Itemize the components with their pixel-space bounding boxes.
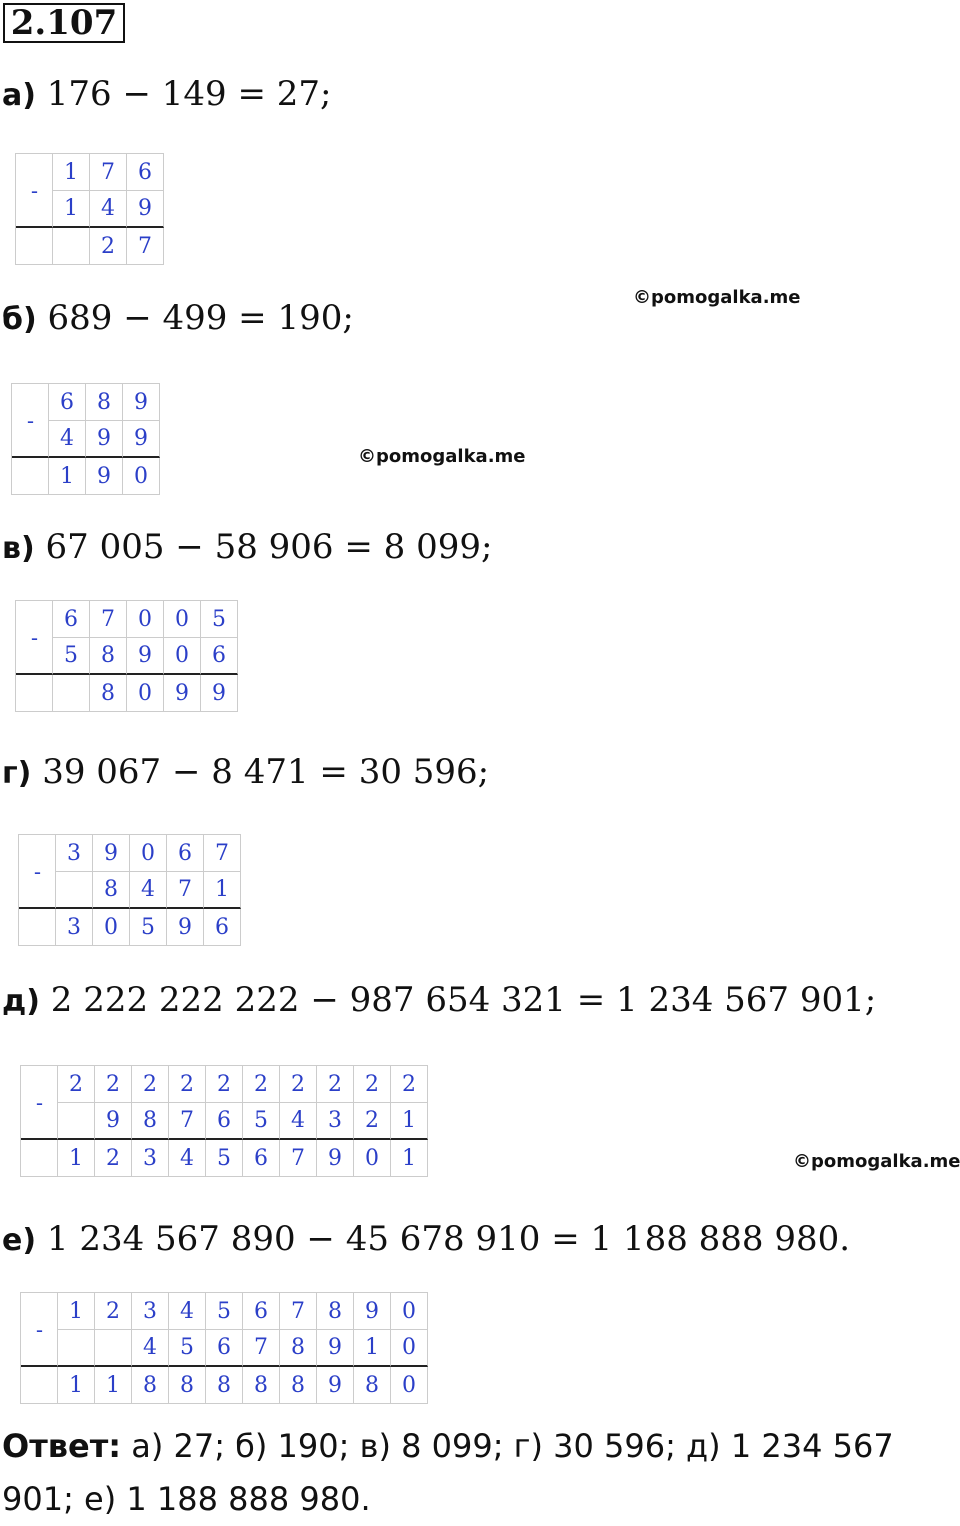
digit-cell: 0 xyxy=(354,1140,391,1177)
expression: 176 − 149 = 27; xyxy=(46,74,332,114)
minus-sign: - xyxy=(35,1091,44,1115)
digit-cell: 7 xyxy=(90,601,127,638)
equation-v xyxy=(2,527,492,569)
digit-cell: 4 xyxy=(130,872,167,909)
digit-cell: 9 xyxy=(86,421,123,458)
digit-cell: 2 xyxy=(280,1066,317,1103)
digit-cell: 6 xyxy=(127,154,164,191)
digit-cell: 7 xyxy=(280,1293,317,1330)
equation-b xyxy=(2,298,354,340)
sign-cell xyxy=(12,458,49,495)
digit-cell: 0 xyxy=(391,1367,428,1404)
problem-number: 2.107 xyxy=(3,3,125,43)
digit-cell: 7 xyxy=(90,154,127,191)
watermark: ©pomogalka.me xyxy=(358,446,526,467)
digit-cell: 1 xyxy=(53,191,90,228)
digit-cell: 1 xyxy=(53,154,90,191)
digit-cell: 9 xyxy=(317,1367,354,1404)
digit-cell: 0 xyxy=(164,638,201,675)
watermark: ©pomogalka.me xyxy=(633,287,801,308)
equation-d xyxy=(2,980,876,1022)
digit-cell: 8 xyxy=(90,675,127,712)
digit-cell: 9 xyxy=(167,909,204,946)
digit-cell: 5 xyxy=(206,1293,243,1330)
item-label: а) xyxy=(2,78,36,113)
digit-cell: 2 xyxy=(391,1066,428,1103)
digit-grid xyxy=(20,1292,428,1404)
column-subtraction-d xyxy=(20,1065,428,1177)
item-label: б) xyxy=(2,302,37,337)
digit-cell: 9 xyxy=(354,1293,391,1330)
minus-sign: - xyxy=(30,626,39,650)
digit-cell: 5 xyxy=(130,909,167,946)
digit-cell: 4 xyxy=(49,421,86,458)
digit-cell: 0 xyxy=(127,675,164,712)
digit-cell: 6 xyxy=(243,1293,280,1330)
digit-cell: 4 xyxy=(169,1293,206,1330)
digit-cell: 0 xyxy=(130,835,167,872)
digit-cell: 1 xyxy=(391,1140,428,1177)
digit-cell: 3 xyxy=(317,1103,354,1140)
digit-cell: 0 xyxy=(127,601,164,638)
minus-sign: - xyxy=(26,409,35,433)
digit-cell: 0 xyxy=(93,909,130,946)
digit-cell: 9 xyxy=(86,458,123,495)
minus-sign: - xyxy=(30,179,39,203)
digit-cell: 8 xyxy=(86,384,123,421)
item-label: д) xyxy=(2,984,40,1019)
expression: 67 005 − 58 906 = 8 099; xyxy=(45,527,493,567)
digit-cell: 0 xyxy=(391,1330,428,1367)
digit-cell: 2 xyxy=(95,1293,132,1330)
digit-grid xyxy=(11,383,160,495)
answer-text: а) 27; б) 190; в) 8 099; г) 30 596; д) 1 234 567 901; е) 1 188 888 980. xyxy=(2,1427,894,1518)
digit-cell: 2 xyxy=(317,1066,354,1103)
digit-cell: 2 xyxy=(95,1140,132,1177)
expression: 2 222 222 222 − 987 654 321 = 1 234 567 901; xyxy=(50,980,877,1020)
digit-cell: 9 xyxy=(164,675,201,712)
digit-cell: 1 xyxy=(58,1367,95,1404)
minus-sign: - xyxy=(33,860,42,884)
expression: 689 − 499 = 190; xyxy=(47,298,354,338)
digit-cell: 1 xyxy=(391,1103,428,1140)
digit-cell: 9 xyxy=(317,1330,354,1367)
digit-grid xyxy=(18,834,241,946)
digit-grid xyxy=(15,600,238,712)
expression: 1 234 567 890 − 45 678 910 = 1 188 888 980. xyxy=(46,1219,851,1259)
digit-cell: 3 xyxy=(132,1140,169,1177)
digit-cell: 8 xyxy=(280,1330,317,1367)
digit-cell: 9 xyxy=(127,638,164,675)
digit-cell: 3 xyxy=(56,835,93,872)
digit-cell xyxy=(95,1330,132,1367)
digit-grid xyxy=(20,1065,428,1177)
digit-cell: 7 xyxy=(280,1140,317,1177)
digit-cell xyxy=(58,1330,95,1367)
digit-cell xyxy=(53,675,90,712)
digit-cell: 2 xyxy=(132,1066,169,1103)
digit-cell: 6 xyxy=(49,384,86,421)
digit-cell: 7 xyxy=(204,835,241,872)
digit-cell: 8 xyxy=(206,1367,243,1404)
digit-cell: 5 xyxy=(206,1140,243,1177)
digit-cell: 8 xyxy=(132,1103,169,1140)
digit-cell: 9 xyxy=(123,421,160,458)
digit-cell: 8 xyxy=(317,1293,354,1330)
answer-block xyxy=(2,1420,958,1526)
watermark: ©pomogalka.me xyxy=(793,1151,960,1172)
item-label: е) xyxy=(2,1223,37,1258)
sign-cell xyxy=(16,675,53,712)
digit-cell: 2 xyxy=(58,1066,95,1103)
equation-e xyxy=(2,1219,850,1261)
expression: 39 067 − 8 471 = 30 596; xyxy=(42,752,490,792)
digit-cell: 8 xyxy=(90,638,127,675)
sign-cell xyxy=(16,228,53,265)
digit-cell: 4 xyxy=(132,1330,169,1367)
digit-cell: 2 xyxy=(354,1103,391,1140)
digit-cell: 6 xyxy=(201,638,238,675)
digit-cell: 8 xyxy=(280,1367,317,1404)
digit-cell: 6 xyxy=(206,1103,243,1140)
digit-cell: 7 xyxy=(169,1103,206,1140)
digit-cell xyxy=(56,872,93,909)
digit-cell: 1 xyxy=(204,872,241,909)
equation-a xyxy=(2,74,332,116)
sign-cell xyxy=(19,909,56,946)
digit-cell: 7 xyxy=(127,228,164,265)
digit-cell: 3 xyxy=(56,909,93,946)
item-label: в) xyxy=(2,531,35,566)
digit-cell: 1 xyxy=(95,1367,132,1404)
column-subtraction-b xyxy=(11,383,160,495)
digit-cell: 2 xyxy=(90,228,127,265)
answer-label: Ответ: xyxy=(2,1427,122,1465)
digit-cell: 7 xyxy=(243,1330,280,1367)
digit-cell: 8 xyxy=(243,1367,280,1404)
digit-cell: 3 xyxy=(132,1293,169,1330)
digit-cell: 8 xyxy=(169,1367,206,1404)
digit-cell: 1 xyxy=(58,1140,95,1177)
digit-cell: 5 xyxy=(243,1103,280,1140)
sign-cell xyxy=(21,1140,58,1177)
digit-cell: 5 xyxy=(53,638,90,675)
digit-cell: 0 xyxy=(123,458,160,495)
digit-cell: 0 xyxy=(164,601,201,638)
digit-cell: 6 xyxy=(53,601,90,638)
digit-cell: 4 xyxy=(169,1140,206,1177)
digit-cell: 2 xyxy=(206,1066,243,1103)
digit-cell: 1 xyxy=(58,1293,95,1330)
digit-cell: 9 xyxy=(317,1140,354,1177)
digit-cell: 2 xyxy=(169,1066,206,1103)
digit-grid xyxy=(15,153,164,265)
digit-cell: 9 xyxy=(127,191,164,228)
digit-cell: 5 xyxy=(201,601,238,638)
column-subtraction-g xyxy=(18,834,241,946)
digit-cell: 6 xyxy=(204,909,241,946)
digit-cell: 9 xyxy=(93,835,130,872)
digit-cell: 2 xyxy=(243,1066,280,1103)
digit-cell: 1 xyxy=(354,1330,391,1367)
digit-cell: 8 xyxy=(93,872,130,909)
digit-cell: 8 xyxy=(354,1367,391,1404)
sign-cell xyxy=(21,1367,58,1404)
digit-cell: 8 xyxy=(132,1367,169,1404)
digit-cell: 9 xyxy=(123,384,160,421)
column-subtraction-e xyxy=(20,1292,428,1404)
digit-cell: 6 xyxy=(243,1140,280,1177)
equation-g xyxy=(2,752,489,794)
digit-cell: 0 xyxy=(391,1293,428,1330)
digit-cell: 2 xyxy=(95,1066,132,1103)
digit-cell: 5 xyxy=(169,1330,206,1367)
minus-sign: - xyxy=(35,1318,44,1342)
digit-cell: 2 xyxy=(354,1066,391,1103)
digit-cell xyxy=(53,228,90,265)
column-subtraction-a xyxy=(15,153,164,265)
digit-cell: 1 xyxy=(49,458,86,495)
digit-cell: 4 xyxy=(90,191,127,228)
digit-cell: 4 xyxy=(280,1103,317,1140)
column-subtraction-v xyxy=(15,600,238,712)
digit-cell: 7 xyxy=(167,872,204,909)
item-label: г) xyxy=(2,756,32,791)
digit-cell: 6 xyxy=(206,1330,243,1367)
digit-cell: 6 xyxy=(167,835,204,872)
digit-cell: 9 xyxy=(201,675,238,712)
digit-cell xyxy=(58,1103,95,1140)
digit-cell: 9 xyxy=(95,1103,132,1140)
